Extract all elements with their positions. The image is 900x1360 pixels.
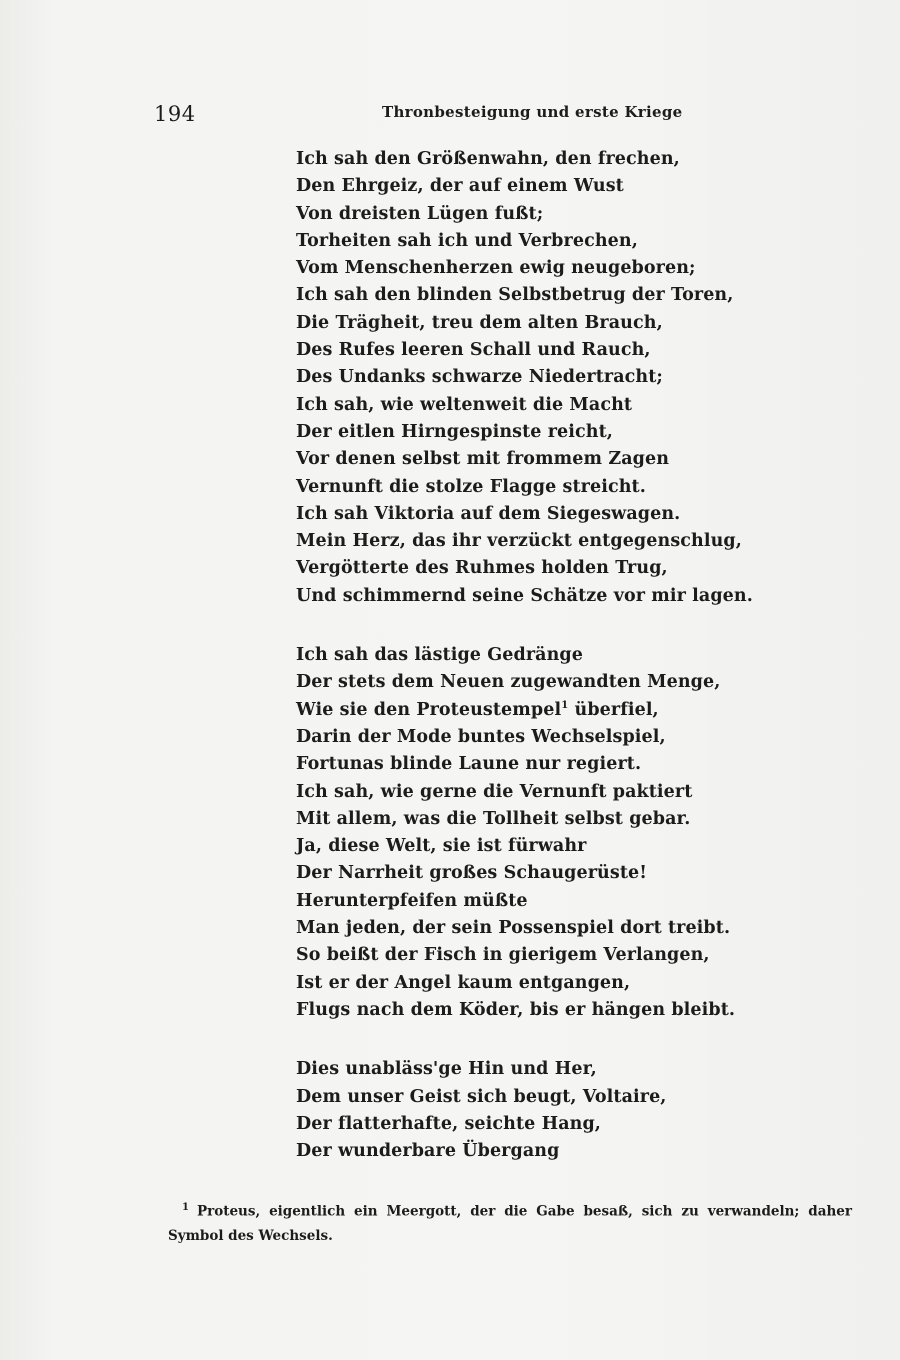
verse-line: Ist er der Angel kaum entgangen, — [296, 972, 631, 993]
verse-line: Der Narrheit großes Schaugerüste! — [296, 863, 648, 884]
verse-line: Und schimmernd seine Schätze vor mir lagen. — [296, 585, 753, 606]
verse-line: Vergötterte des Ruhmes holden Trug, — [296, 558, 668, 579]
verse-line: Darin der Mode buntes Wechselspiel, — [296, 726, 666, 747]
verse-line: So beißt der Fisch in gierigem Verlangen, — [296, 945, 710, 966]
verse-line-with-footnote — [296, 697, 796, 724]
page-number: 194 — [154, 102, 196, 126]
verse-line: Ich sah das lästige Gedränge — [296, 645, 583, 666]
footnote-text: Proteus, eigentlich ein Meergott, der die Gabe besaß, sich zu verwandeln; daher Symbol des Wechsels. — [168, 1203, 852, 1244]
verse-line: Mein Herz, das ihr verzückt entgegenschlug, — [296, 531, 742, 552]
verse-line: Vom Menschenherzen ewig neugeboren; — [296, 258, 696, 279]
footnote — [168, 1196, 852, 1248]
verse-line: Ich sah, wie gerne die Vernunft paktiert — [296, 781, 693, 802]
verse-line: Des Undanks schwarze Niedertracht; — [296, 367, 663, 388]
verse-line: Mit allem, was die Tollheit selbst gebar. — [296, 808, 691, 829]
verse-line: Ich sah, wie weltenweit die Macht — [296, 394, 633, 415]
verse-line: Der eitlen Hirngespinste reicht, — [296, 421, 613, 442]
verse-line: Herunterpfeifen müßte — [296, 890, 528, 911]
verse-line-text: Wie sie den Proteustempel — [296, 699, 562, 720]
verse-line: Der flatterhafte, seichte Hang, — [296, 1113, 602, 1134]
verse-line: Der wunderbare Übergang — [296, 1141, 560, 1162]
verse-line: Man jeden, der sein Possenspiel dort treibt. — [296, 918, 731, 939]
verse-line: Ich sah den blinden Selbstbetrug der Toren, — [296, 285, 734, 306]
verse-line: Vernunft die stolze Flagge streicht. — [296, 476, 646, 497]
verse-line: Des Rufes leeren Schall und Rauch, — [296, 340, 651, 361]
verse-line: Flugs nach dem Köder, bis er hängen bleibt. — [296, 999, 736, 1020]
footnote-reference[interactable]: 1 — [561, 699, 569, 711]
verse-line: Torheiten sah ich und Verbrechen, — [296, 230, 638, 251]
stanza-1 — [296, 146, 796, 610]
stanza-2 — [296, 642, 796, 1024]
verse-line: Die Trägheit, treu dem alten Brauch, — [296, 312, 663, 333]
verse-line-text-rest: überfiel, — [568, 699, 659, 720]
verse-line: Vor denen selbst mit frommem Zagen — [296, 449, 670, 470]
stanza-3 — [296, 1056, 796, 1165]
verse-line: Ich sah Viktoria auf dem Siegeswagen. — [296, 503, 681, 524]
verse-line: Von dreisten Lügen fußt; — [296, 203, 544, 224]
stanza-break — [296, 1024, 796, 1056]
verse-line: Fortunas blinde Laune nur regiert. — [296, 754, 642, 775]
verse-line: Dem unser Geist sich beugt, Voltaire, — [296, 1086, 667, 1107]
poem — [296, 146, 796, 1165]
verse-line: Der stets dem Neuen zugewandten Menge, — [296, 672, 721, 693]
running-title: Thronbesteigung und erste Kriege — [382, 103, 683, 121]
verse-line: Ja, diese Welt, sie ist fürwahr — [296, 836, 587, 857]
footnote-marker: 1 — [182, 1202, 189, 1213]
stanza-break — [296, 610, 796, 642]
verse-line: Dies unabläss'ge Hin und Her, — [296, 1059, 597, 1080]
verse-line: Den Ehrgeiz, der auf einem Wust — [296, 176, 624, 197]
verse-line: Ich sah den Größenwahn, den frechen, — [296, 149, 680, 169]
